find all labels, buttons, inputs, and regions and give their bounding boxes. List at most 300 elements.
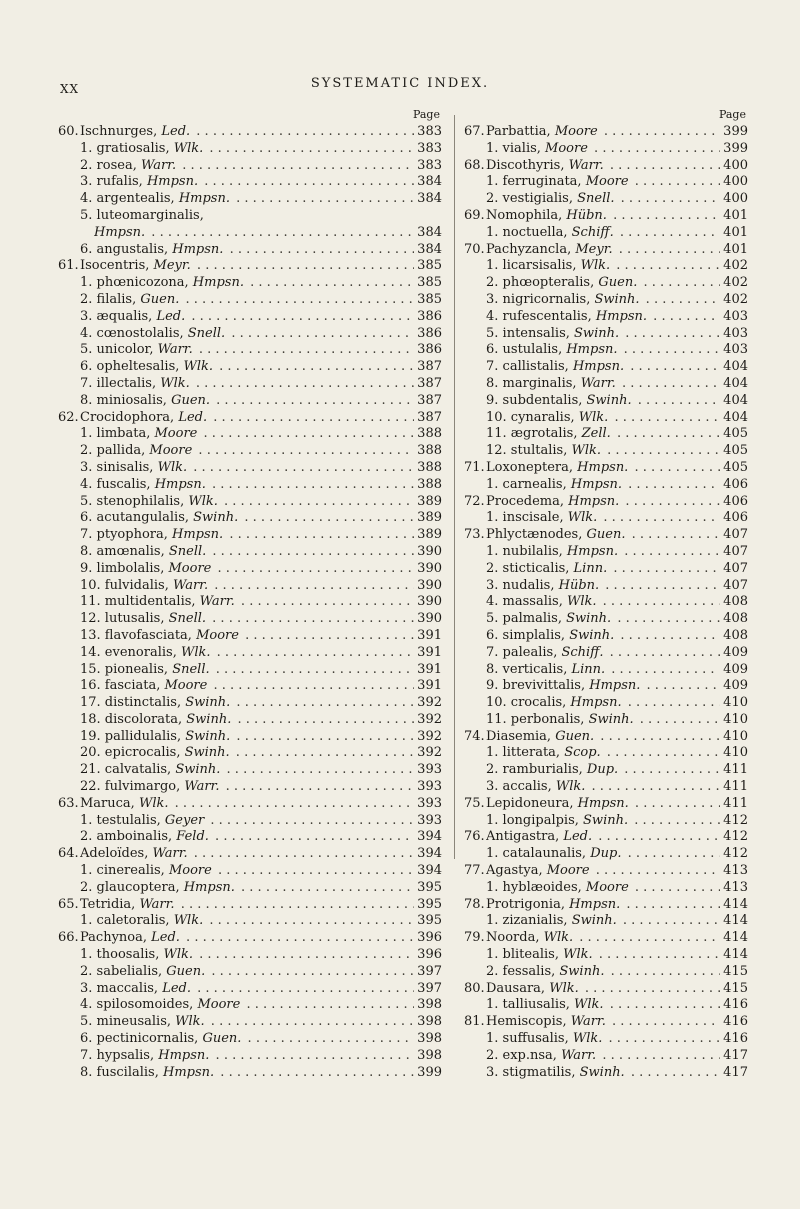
entry-page: 386 xyxy=(417,342,442,358)
entry-page: 390 xyxy=(417,577,442,593)
entry-name: 4. rufescentalis, xyxy=(486,308,596,324)
entry-page: 393 xyxy=(417,779,442,795)
entry-page: 416 xyxy=(723,1014,748,1030)
entry-page: 399 xyxy=(723,124,748,139)
index-subentry xyxy=(464,140,748,157)
entry-name: 3. rufalis, xyxy=(80,174,147,190)
entry-number: 80. xyxy=(464,980,485,996)
entry-page: 409 xyxy=(723,644,748,660)
entry-page: 405 xyxy=(723,459,748,475)
entry-page: 414 xyxy=(723,913,748,929)
entry-name: 3. stigmatilis, xyxy=(486,1064,580,1080)
entry-page: 391 xyxy=(417,678,442,694)
page-column-label: Page xyxy=(412,108,440,121)
index-subentry xyxy=(464,190,748,207)
entry-name: 1. longipalpis, xyxy=(486,812,584,828)
entry-name: 1. zizanialis, xyxy=(486,913,572,929)
index-entry xyxy=(464,862,748,879)
index-subentry xyxy=(464,543,748,560)
entry-author: Hmpsn. xyxy=(570,695,622,711)
entry-name: 2. ramburialis, xyxy=(486,762,587,778)
entry-page: 407 xyxy=(723,543,748,559)
entry-author: Hmpsn. xyxy=(589,678,641,694)
entry-page: 393 xyxy=(417,812,442,828)
entry-author: Hmpsn. xyxy=(178,191,230,207)
entry-page: 398 xyxy=(417,997,442,1013)
entry-author: Wlk. xyxy=(563,947,593,963)
entry-page: 391 xyxy=(417,627,442,643)
index-entry xyxy=(464,157,748,174)
entry-author: Scop. xyxy=(564,745,601,761)
index-entry xyxy=(58,929,442,946)
entry-author: Warr. xyxy=(580,375,616,391)
entry-name: Tetridia, xyxy=(80,896,140,912)
entry-author: Meyr. xyxy=(575,241,613,257)
index-entry xyxy=(464,828,748,845)
entry-author: Guen. xyxy=(555,728,595,744)
entry-author: Swinh. xyxy=(571,913,617,929)
entry-author: Swinh. xyxy=(185,728,231,744)
index-subentry xyxy=(464,644,748,661)
index-subentry xyxy=(58,173,442,190)
entry-name: 2. sticticalis, xyxy=(486,560,574,576)
entry-page: 384 xyxy=(417,241,442,257)
index-subentry xyxy=(58,1064,442,1081)
entry-page: 388 xyxy=(417,443,442,459)
index-subentry xyxy=(58,744,442,761)
entry-name: 1. noctuella, xyxy=(486,224,572,240)
entry-name: 10. cynaralis, xyxy=(486,409,579,425)
entry-page: 404 xyxy=(723,409,748,425)
entry-name: 2. fessalis, xyxy=(486,963,560,979)
entry-page: 408 xyxy=(723,594,748,610)
index-subentry xyxy=(464,173,748,190)
entry-author: Warr. xyxy=(184,779,220,795)
entry-author: Moore xyxy=(168,863,212,879)
entry-name: Discothyris, xyxy=(486,157,569,173)
index-subentry xyxy=(464,425,748,442)
entry-author: Guen. xyxy=(140,291,180,307)
entry-page: 414 xyxy=(723,896,748,912)
entry-page: 400 xyxy=(723,174,748,190)
index-subentry xyxy=(58,140,442,157)
entry-name: 1. gratiosalis, xyxy=(80,140,174,156)
entry-number: 72. xyxy=(464,493,485,509)
entry-number: 66. xyxy=(58,930,79,946)
entry-number: 70. xyxy=(464,241,485,257)
index-subentry xyxy=(464,1030,748,1047)
entry-name: 14. evenoralis, xyxy=(80,644,181,660)
entry-author: Warr. xyxy=(570,1014,606,1030)
index-subentry xyxy=(58,526,442,543)
entry-page: 391 xyxy=(417,661,442,677)
entry-name: 5. unicolor, xyxy=(80,342,158,358)
entry-number: 60. xyxy=(58,124,79,139)
entry-page: 406 xyxy=(723,493,748,509)
entry-page: 413 xyxy=(723,879,748,895)
entry-number: 78. xyxy=(464,896,485,912)
entry-page: 410 xyxy=(723,728,748,744)
entry-page: 391 xyxy=(417,644,442,660)
entry-name: Maruca, xyxy=(80,795,139,811)
entry-name: Noorda, xyxy=(486,930,544,946)
entry-name: 8. verticalis, xyxy=(486,661,572,677)
entry-author: Zell. xyxy=(581,426,611,442)
entry-author: Wlk. xyxy=(173,140,204,156)
index-subentry xyxy=(58,627,442,644)
entry-name: 5. mineusalis, xyxy=(80,1014,176,1030)
index-entry xyxy=(464,896,748,913)
entry-author: Hmpsn. xyxy=(577,459,629,475)
entry-number: 76. xyxy=(464,829,485,845)
entry-page: 398 xyxy=(417,1014,442,1030)
entry-author: Guen. xyxy=(171,392,211,408)
entry-author: Moore xyxy=(545,140,588,156)
entry-author: Led. xyxy=(563,829,593,845)
entry-page: 408 xyxy=(723,611,748,627)
entry-page: 401 xyxy=(723,224,748,240)
entry-page: 397 xyxy=(417,980,442,996)
index-subentry xyxy=(58,610,442,627)
entry-page: 383 xyxy=(417,124,442,139)
entry-author: Swinh. xyxy=(193,510,239,526)
entry-name: 6. simplalis, xyxy=(486,627,570,643)
entry-page: 404 xyxy=(723,375,748,391)
entry-name: Isocentris, xyxy=(80,258,154,274)
entry-author: Hmpsn. xyxy=(568,493,620,509)
entry-page: 387 xyxy=(417,409,442,425)
entry-page: 404 xyxy=(723,359,748,375)
entry-name: 10. fulvidalis, xyxy=(80,577,173,593)
entry-name: 2. phœopteralis, xyxy=(486,275,599,291)
index-subentry xyxy=(464,291,748,308)
entry-page: 394 xyxy=(417,846,442,862)
entry-page: 406 xyxy=(723,510,748,526)
entry-name: 5. luteomarginalis, xyxy=(80,207,204,223)
index-entry xyxy=(464,1013,748,1030)
index-entry xyxy=(464,980,748,997)
entry-name: 1. testulalis, xyxy=(80,812,165,828)
entry-author: Hmpsn. xyxy=(570,476,623,492)
column-divider xyxy=(454,115,455,859)
entry-name: 7. illectalis, xyxy=(80,375,161,391)
entry-author: Moore xyxy=(546,863,590,879)
entry-page: 402 xyxy=(723,275,748,291)
index-subentry xyxy=(464,274,748,291)
entry-page: 387 xyxy=(417,359,442,375)
entry-number: 68. xyxy=(464,157,485,173)
entry-page: 412 xyxy=(723,846,748,862)
entry-page: 410 xyxy=(723,745,748,761)
entry-number: 81. xyxy=(464,1014,485,1030)
entry-author: Linn. xyxy=(573,560,608,576)
entry-name: 1. litterata, xyxy=(486,745,565,761)
index-subentry xyxy=(464,375,748,392)
index-entry xyxy=(464,728,748,745)
entry-author: Wlk. xyxy=(578,409,609,425)
entry-name: 7. hypsalis, xyxy=(80,1047,159,1063)
entry-name: 1. inscisale, xyxy=(486,510,568,526)
entry-author: Wlk. xyxy=(580,258,611,274)
entry-name: 1. licarsisalis, xyxy=(486,258,581,274)
index-subentry xyxy=(58,442,442,459)
entry-author: Moore xyxy=(164,678,208,694)
entry-number: 69. xyxy=(464,207,485,223)
entry-name: 9. limbolalis, xyxy=(80,560,169,576)
entry-author: Wlk. xyxy=(163,947,193,963)
entry-name: 1. cinerealis, xyxy=(80,863,169,879)
entry-page: 384 xyxy=(417,224,442,240)
entry-page: 384 xyxy=(417,191,442,207)
entry-page: 387 xyxy=(417,375,442,391)
index-column-left xyxy=(58,106,442,1080)
entry-name: Phlyctænodes, xyxy=(486,527,587,543)
entry-author: Wlk. xyxy=(567,510,598,526)
entry-page: 405 xyxy=(723,443,748,459)
entry-page: 407 xyxy=(723,577,748,593)
entry-author: Swinh. xyxy=(566,611,612,627)
entry-author: Wlk. xyxy=(180,644,211,660)
entry-author: Swinh. xyxy=(594,291,640,307)
index-subentry xyxy=(58,224,442,241)
entry-name: 4. argentealis, xyxy=(80,191,179,207)
entry-name: 22. fulvimargo, xyxy=(80,779,185,795)
entry-page: 416 xyxy=(723,997,748,1013)
entry-name: 2. rosea, xyxy=(80,157,141,173)
index-subentry xyxy=(464,996,748,1013)
index-subentry xyxy=(464,661,748,678)
entry-author: Led. xyxy=(156,308,186,324)
entry-page: 414 xyxy=(723,947,748,963)
entry-page: 389 xyxy=(417,527,442,543)
index-subentry xyxy=(58,157,442,174)
index-subentry xyxy=(464,845,748,862)
index-subentry xyxy=(58,274,442,291)
entry-name: 5. palmalis, xyxy=(486,611,567,627)
entry-name: 15. pionealis, xyxy=(80,661,173,677)
entry-author: Led. xyxy=(151,930,180,946)
entry-number: 71. xyxy=(464,459,485,475)
entry-list-left xyxy=(58,123,442,1080)
entry-page: 412 xyxy=(723,812,748,828)
entry-author: Led. xyxy=(178,409,208,425)
entry-page: 395 xyxy=(417,879,442,895)
entry-author: Hmpsn. xyxy=(566,543,619,559)
entry-page: 384 xyxy=(417,174,442,190)
entry-author: Hmpsn. xyxy=(154,476,206,492)
entry-author: Hmpsn. xyxy=(172,241,224,257)
entry-name: 8. amœnalis, xyxy=(80,543,169,559)
entry-author: Moore xyxy=(168,560,212,576)
entry-page: 399 xyxy=(723,140,748,156)
entry-page: 410 xyxy=(723,711,748,727)
index-subentry xyxy=(464,577,748,594)
index-subentry xyxy=(464,442,748,459)
entry-name: Crocidophora, xyxy=(80,409,179,425)
entry-name: 6. pectinicornalis, xyxy=(80,1031,203,1047)
entry-page: 389 xyxy=(417,510,442,526)
entry-number: 67. xyxy=(464,124,485,139)
index-subentry xyxy=(58,560,442,577)
entry-name: 1. vialis, xyxy=(486,140,546,156)
index-entry xyxy=(58,845,442,862)
entry-page: 405 xyxy=(723,426,748,442)
index-subentry xyxy=(464,711,748,728)
entry-page: 392 xyxy=(417,711,442,727)
entry-name: 1. hyblæoides, xyxy=(486,879,586,895)
index-subentry xyxy=(58,577,442,594)
entry-author: Hmpsn. xyxy=(158,1047,210,1063)
entry-name: 4. fuscalis, xyxy=(80,476,155,492)
entry-page: 390 xyxy=(417,611,442,627)
entry-page: 388 xyxy=(417,459,442,475)
entry-page: 403 xyxy=(723,325,748,341)
index-subentry xyxy=(464,946,748,963)
entry-page: 389 xyxy=(417,493,442,509)
entry-author: Wlk. xyxy=(571,443,601,459)
index-subentry xyxy=(58,644,442,661)
index-subentry xyxy=(58,1047,442,1064)
entry-author: Meyr. xyxy=(153,258,191,274)
entry-page: 402 xyxy=(723,258,748,274)
entry-author: Snell. xyxy=(172,661,210,677)
entry-author: Wlk. xyxy=(555,779,586,795)
entry-name: 7. palealis, xyxy=(486,644,562,660)
index-subentry xyxy=(464,694,748,711)
entry-name: 2. amboinalis, xyxy=(80,829,177,845)
entry-author: Dup. xyxy=(586,762,619,778)
index-subentry xyxy=(464,963,748,980)
entry-page: 403 xyxy=(723,342,748,358)
entry-name: 3. nigricornalis, xyxy=(486,291,595,307)
entry-page: 401 xyxy=(723,207,748,223)
index-entry xyxy=(464,795,748,812)
entry-author: Led. xyxy=(162,980,191,996)
entry-name: 16. fasciata, xyxy=(80,678,165,694)
entry-page: 385 xyxy=(417,275,442,291)
entry-page: 411 xyxy=(723,779,748,795)
entry-page: 402 xyxy=(723,291,748,307)
entry-name: 7. ptyophora, xyxy=(80,527,173,543)
entry-name: Pachynoa, xyxy=(80,930,152,946)
entry-author: Wlk. xyxy=(572,1031,603,1047)
entry-name: 6. acutangulalis, xyxy=(80,510,194,526)
entry-page: 406 xyxy=(723,476,748,492)
entry-name: Hemiscopis, xyxy=(486,1014,571,1030)
index-subentry xyxy=(58,778,442,795)
entry-author: Warr. xyxy=(140,157,177,173)
entry-name: 1. caletoralis, xyxy=(80,913,174,929)
index-subentry xyxy=(58,963,442,980)
entry-page: 400 xyxy=(723,191,748,207)
entry-name: 3. æqualis, xyxy=(80,308,157,324)
entry-author: Swinh. xyxy=(569,627,615,643)
entry-author: Hmpsn. xyxy=(595,308,648,324)
entry-name: 17. distinctalis, xyxy=(80,695,186,711)
index-subentry xyxy=(58,325,442,342)
entry-list-right xyxy=(464,123,748,1080)
entry-page: 413 xyxy=(723,863,748,879)
entry-name: 10. crocalis, xyxy=(486,695,571,711)
entry-name: Agastya, xyxy=(486,863,547,879)
entry-name: 21. calvatalis, xyxy=(80,762,176,778)
entry-name: Procedema, xyxy=(486,493,569,509)
entry-page: 409 xyxy=(723,678,748,694)
entry-author: Guen. xyxy=(586,527,626,543)
entry-author: Moore xyxy=(196,627,239,643)
index-subentry xyxy=(464,509,748,526)
entry-name: 4. spilosomoides, xyxy=(80,997,198,1013)
index-subentry xyxy=(58,1013,442,1030)
entry-page: 408 xyxy=(723,627,748,643)
index-subentry xyxy=(464,627,748,644)
index-subentry xyxy=(58,425,442,442)
entry-author: Moore xyxy=(585,174,629,190)
entry-name: Adeloïdes, xyxy=(80,846,153,862)
index-entry xyxy=(58,896,442,913)
entry-page: 407 xyxy=(723,560,748,576)
entry-name: 18. discolorata, xyxy=(80,711,187,727)
index-subentry xyxy=(464,392,748,409)
entry-name: 1. talliusalis, xyxy=(486,997,575,1013)
entry-author: Snell. xyxy=(187,325,226,341)
entry-name: Pachyzancla, xyxy=(486,241,576,257)
index-subentry xyxy=(58,879,442,896)
index-entry xyxy=(464,526,748,543)
entry-page: 385 xyxy=(417,291,442,307)
entry-page: 401 xyxy=(723,241,748,257)
entry-author: Led. xyxy=(161,124,191,139)
entry-author: Hübn. xyxy=(558,577,600,593)
page-title: SYSTEMATIC INDEX. xyxy=(310,76,490,91)
entry-name: 3. accalis, xyxy=(486,779,556,795)
entry-author: Moore xyxy=(554,124,598,139)
entry-name: 2. sabelialis, xyxy=(80,963,167,979)
index-subentry xyxy=(58,996,442,1013)
entry-author: Swinh. xyxy=(586,392,632,408)
entry-author: Wlk. xyxy=(138,795,169,811)
entry-number: 65. xyxy=(58,896,79,912)
entry-name: Loxoneptera, xyxy=(486,459,578,475)
index-subentry xyxy=(464,325,748,342)
index-entry xyxy=(464,929,748,946)
entry-page: 394 xyxy=(417,863,442,879)
entry-author: Moore xyxy=(149,443,193,459)
entry-author: Moore xyxy=(154,426,198,442)
entry-page: 386 xyxy=(417,325,442,341)
entry-author: Wlk. xyxy=(183,359,214,375)
index-subentry xyxy=(58,946,442,963)
index-entry xyxy=(464,207,748,224)
entry-name: 20. epicrocalis, xyxy=(80,745,185,761)
entry-page: 398 xyxy=(417,1047,442,1063)
entry-name: Diasemia, xyxy=(486,728,556,744)
index-subentry xyxy=(58,543,442,560)
entry-author: Moore xyxy=(197,997,241,1013)
entry-author: Wlk. xyxy=(173,913,204,929)
entry-author: Hübn. xyxy=(566,207,607,223)
entry-page: 387 xyxy=(417,392,442,408)
entry-name: 1. limbata, xyxy=(80,426,155,442)
entry-author: Swinh. xyxy=(588,711,634,727)
index-subentry xyxy=(58,694,442,711)
entry-name: Parbattia, xyxy=(486,124,555,139)
entry-page: 398 xyxy=(417,1031,442,1047)
entry-page: 390 xyxy=(417,543,442,559)
index-subentry xyxy=(58,828,442,845)
index-entry xyxy=(58,257,442,274)
index-subentry xyxy=(58,661,442,678)
